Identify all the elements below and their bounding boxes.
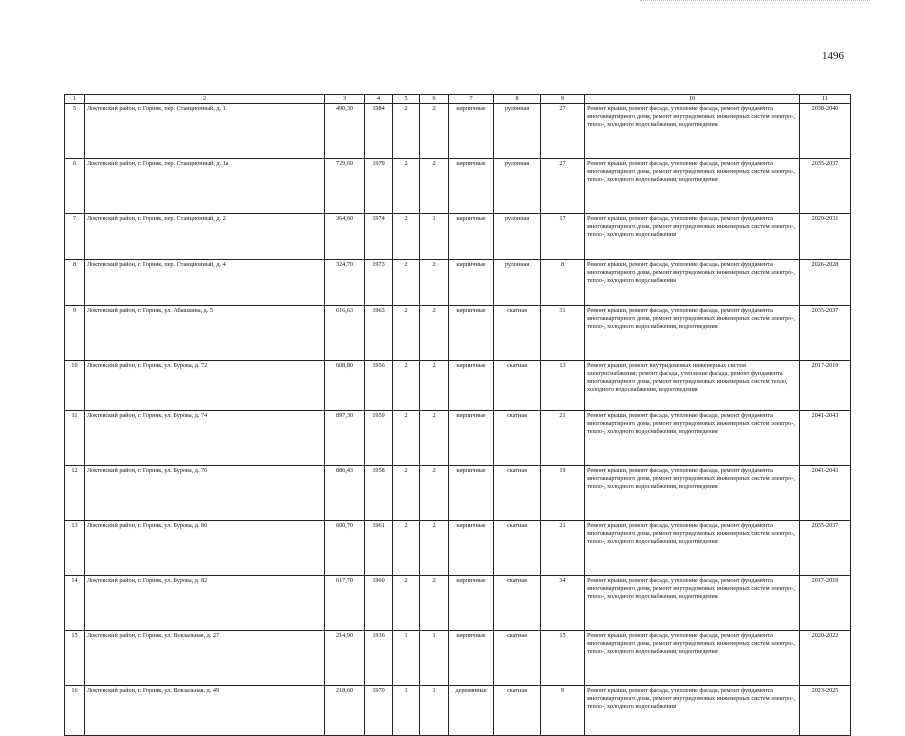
row-number-cell: 13 xyxy=(65,521,85,576)
area-cell: 600,70 xyxy=(325,521,365,576)
table-row xyxy=(65,631,851,686)
column-number-cell: 4 xyxy=(365,95,393,104)
address-cell: Локтевский район, г. Горняк, ул. Бурова, д. 76 xyxy=(85,466,325,521)
residents-cell: 34 xyxy=(541,576,585,631)
floors-cell: 2 xyxy=(393,104,420,159)
table-row xyxy=(65,686,851,736)
table-row xyxy=(65,306,851,361)
year-built-cell: 1963 xyxy=(365,306,393,361)
entrances-cell: 1 xyxy=(420,686,449,736)
area-cell: 886,43 xyxy=(325,466,365,521)
wall-material-cell: кирпичные xyxy=(449,260,494,306)
floors-cell: 2 xyxy=(393,576,420,631)
area-cell: 490,30 xyxy=(325,104,365,159)
year-built-cell: 1956 xyxy=(365,361,393,411)
area-cell: 214,90 xyxy=(325,631,365,686)
table-row xyxy=(65,214,851,260)
row-number-cell: 6 xyxy=(65,159,85,214)
column-number-cell: 5 xyxy=(393,95,420,104)
floors-cell: 2 xyxy=(393,361,420,411)
year-built-cell: 1979 xyxy=(365,159,393,214)
repair-period-cell: 2035-2037 xyxy=(800,159,851,214)
year-built-cell: 1973 xyxy=(365,260,393,306)
repair-period-cell: 2029-2031 xyxy=(800,214,851,260)
column-number-cell: 2 xyxy=(85,95,325,104)
wall-material-cell: кирпичные xyxy=(449,159,494,214)
year-built-cell: 1974 xyxy=(365,214,393,260)
roof-type-cell: скатная xyxy=(494,576,541,631)
column-number-cell: 1 xyxy=(65,95,85,104)
address-cell: Локтевский район, г. Горняк, пер. Станционный, д. 4 xyxy=(85,260,325,306)
wall-material-cell: кирпичные xyxy=(449,466,494,521)
year-built-cell: 1936 xyxy=(365,631,393,686)
table-row xyxy=(65,159,851,214)
residents-cell: 13 xyxy=(541,361,585,411)
repair-works-cell: Ремонт крыши, ремонт фасада, утепление фасада, ремонт фундамента многоквартирного дома, ремонт внутридомовых инженерных систем электро-, тепло-, холодного водоснабжения xyxy=(585,260,800,306)
entrances-cell: 2 xyxy=(420,361,449,411)
floors-cell: 2 xyxy=(393,411,420,466)
year-built-cell: 1959 xyxy=(365,411,393,466)
roof-type-cell: скатная xyxy=(494,686,541,736)
row-number-cell: 12 xyxy=(65,466,85,521)
row-number-cell: 11 xyxy=(65,411,85,466)
area-cell: 729,60 xyxy=(325,159,365,214)
repair-period-cell: 2026-2028 xyxy=(800,260,851,306)
repair-works-cell: Ремонт крыши, ремонт фасада, утепление фасада, ремонт фундамента многоквартирного дома, ремонт внутридомовых инженерных систем электро-, тепло-, холодного водоснабжения, водоотведения xyxy=(585,576,800,631)
address-cell: Локтевский район, г. Горняк, ул. Бурова, д. 80 xyxy=(85,521,325,576)
address-cell: Локтевский район, г. Горняк, пер. Станционный, д. 1а xyxy=(85,159,325,214)
repair-works-cell: Ремонт крыши, ремонт внутридомовых инженерных систем электроснабжения; ремонт фасада, утепление фасада, ремонт фундамента многоквартирного дома, ремонт внутридомовых инженерных систем тепло, холодного водоснабжения, водоотведения xyxy=(585,361,800,411)
roof-type-cell: скатная xyxy=(494,411,541,466)
repair-period-cell: 2017-2019 xyxy=(800,361,851,411)
address-cell: Локтевский район, г. Горняк, ул. Абашкина, д. 5 xyxy=(85,306,325,361)
row-number-cell: 16 xyxy=(65,686,85,736)
residents-cell: 17 xyxy=(541,214,585,260)
table-row xyxy=(65,576,851,631)
residents-cell: 9 xyxy=(541,686,585,736)
entrances-cell: 2 xyxy=(420,260,449,306)
table-body xyxy=(65,95,851,736)
address-cell: Локтевский район, г. Горняк, ул. Бурова, д. 74 xyxy=(85,411,325,466)
repair-period-cell: 2023-2025 xyxy=(800,686,851,736)
repair-works-cell: Ремонт крыши, ремонт фасада, утепление фасада, ремонт фундамента многоквартирного дома, ремонт внутридомовых инженерных систем электро-, тепло-, холодного водоснабжения, водоотведения xyxy=(585,306,800,361)
residents-cell: 19 xyxy=(541,466,585,521)
floors-cell: 2 xyxy=(393,159,420,214)
floors-cell: 2 xyxy=(393,521,420,576)
wall-material-cell: кирпичные xyxy=(449,576,494,631)
floors-cell: 2 xyxy=(393,466,420,521)
row-number-cell: 8 xyxy=(65,260,85,306)
address-cell: Локтевский район, г. Горняк, ул. Бурова, д. 82 xyxy=(85,576,325,631)
repair-period-cell: 2041-2043 xyxy=(800,466,851,521)
wall-material-cell: кирпичные xyxy=(449,214,494,260)
roof-type-cell: рулонная xyxy=(494,104,541,159)
row-number-cell: 14 xyxy=(65,576,85,631)
table-row xyxy=(65,521,851,576)
entrances-cell: 2 xyxy=(420,159,449,214)
area-cell: 617,70 xyxy=(325,576,365,631)
column-number-cell: 11 xyxy=(800,95,851,104)
wall-material-cell: кирпичные xyxy=(449,306,494,361)
year-built-cell: 1961 xyxy=(365,521,393,576)
repair-period-cell: 2038-2040 xyxy=(800,104,851,159)
entrances-cell: 2 xyxy=(420,306,449,361)
entrances-cell: 2 xyxy=(420,576,449,631)
repair-period-cell: 2035-2037 xyxy=(800,306,851,361)
entrances-cell: 2 xyxy=(420,104,449,159)
roof-type-cell: скатная xyxy=(494,466,541,521)
roof-type-cell: рулонная xyxy=(494,260,541,306)
address-cell: Локтевский район, г. Горняк, ул. Вокзальная, д. 49 xyxy=(85,686,325,736)
year-built-cell: 1960 xyxy=(365,576,393,631)
repair-works-cell: Ремонт крыши, ремонт фасада, утепление фасада, ремонт фундамента многоквартирного дома, ремонт внутридомовых инженерных систем электро-, тепло-, холодного водоснабжения xyxy=(585,686,800,736)
roof-type-cell: рулонная xyxy=(494,159,541,214)
repair-works-cell: Ремонт крыши, ремонт фасада, утепление фасада, ремонт фундамента многоквартирного дома, ремонт внутридомовых инженерных систем электро-, тепло-, холодного водоснабжения, водоотведения xyxy=(585,521,800,576)
entrances-cell: 2 xyxy=(420,521,449,576)
column-number-cell: 10 xyxy=(585,95,800,104)
area-cell: 897,30 xyxy=(325,411,365,466)
residents-cell: 21 xyxy=(541,521,585,576)
row-number-cell: 9 xyxy=(65,306,85,361)
address-cell: Локтевский район, г. Горняк, пер. Станционный, д. 2 xyxy=(85,214,325,260)
table-row xyxy=(65,361,851,411)
scan-artifact-line xyxy=(640,0,870,4)
repair-works-cell: Ремонт крыши, ремонт фасада, утепление фасада, ремонт фундамента многоквартирного дома, ремонт внутридомовых инженерных систем электро-, тепло-, холодного водоснабжения xyxy=(585,214,800,260)
wall-material-cell: кирпичные xyxy=(449,361,494,411)
column-number-cell: 8 xyxy=(494,95,541,104)
repair-works-cell: Ремонт крыши, ремонт фасада, утепление фасада, ремонт фундамента многоквартирного дома, ремонт внутридомовых инженерных систем электро-, тепло-, холодного водоснабжения, водоотведения xyxy=(585,104,800,159)
row-number-cell: 15 xyxy=(65,631,85,686)
area-cell: 616,63 xyxy=(325,306,365,361)
wall-material-cell: кирпичные xyxy=(449,521,494,576)
repair-works-cell: Ремонт крыши, ремонт фасада, утепление фасада, ремонт фундамента многоквартирного дома, ремонт внутридомовых инженерных систем электро-, тепло-, холодного водоснабжения, водоотведения xyxy=(585,466,800,521)
repair-period-cell: 2020-2022 xyxy=(800,631,851,686)
year-built-cell: 1958 xyxy=(365,466,393,521)
floors-cell: 1 xyxy=(393,631,420,686)
repair-period-cell: 2035-2037 xyxy=(800,521,851,576)
floors-cell: 2 xyxy=(393,306,420,361)
floors-cell: 2 xyxy=(393,214,420,260)
roof-type-cell: скатная xyxy=(494,631,541,686)
residents-cell: 27 xyxy=(541,159,585,214)
repair-works-cell: Ремонт крыши, ремонт фасада, утепление фасада, ремонт фундамента многоквартирного дома, ремонт внутридомовых инженерных систем электро-, тепло-, холодного водоснабжения, водоотведения xyxy=(585,631,800,686)
residents-cell: 15 xyxy=(541,631,585,686)
wall-material-cell: деревянные xyxy=(449,686,494,736)
page-number: 1496 xyxy=(822,50,844,62)
table-row xyxy=(65,104,851,159)
repair-works-cell: Ремонт крыши, ремонт фасада, утепление фасада, ремонт фундамента многоквартирного дома, ремонт внутридомовых инженерных систем электро-, тепло-, холодного водоснабжения, водоотведения xyxy=(585,411,800,466)
floors-cell: 1 xyxy=(393,686,420,736)
year-built-cell: 1984 xyxy=(365,104,393,159)
roof-type-cell: скатная xyxy=(494,521,541,576)
column-number-row xyxy=(65,95,851,104)
column-number-cell: 9 xyxy=(541,95,585,104)
entrances-cell: 2 xyxy=(420,466,449,521)
residents-cell: 8 xyxy=(541,260,585,306)
roof-type-cell: рулонная xyxy=(494,214,541,260)
residents-cell: 21 xyxy=(541,411,585,466)
area-cell: 324,70 xyxy=(325,260,365,306)
table-row xyxy=(65,466,851,521)
wall-material-cell: кирпичные xyxy=(449,104,494,159)
row-number-cell: 7 xyxy=(65,214,85,260)
column-number-cell: 3 xyxy=(325,95,365,104)
repair-period-cell: 2017-2019 xyxy=(800,576,851,631)
column-number-cell: 7 xyxy=(449,95,494,104)
column-number-cell: 6 xyxy=(420,95,449,104)
repair-period-cell: 2041-2043 xyxy=(800,411,851,466)
area-cell: 364,60 xyxy=(325,214,365,260)
repair-works-cell: Ремонт крыши, ремонт фасада, утепление фасада, ремонт фундамента многоквартирного дома, ремонт внутридомовых инженерных систем электро-, тепло-, холодного водоснабжения, водоотведения xyxy=(585,159,800,214)
row-number-cell: 5 xyxy=(65,104,85,159)
address-cell: Локтевский район, г. Горняк, ул. Вокзальная, д. 27 xyxy=(85,631,325,686)
entrances-cell: 1 xyxy=(420,631,449,686)
area-cell: 608,80 xyxy=(325,361,365,411)
row-number-cell: 10 xyxy=(65,361,85,411)
table-row xyxy=(65,260,851,306)
wall-material-cell: кирпичные xyxy=(449,631,494,686)
residents-cell: 31 xyxy=(541,306,585,361)
table-row xyxy=(65,411,851,466)
entrances-cell: 2 xyxy=(420,411,449,466)
address-cell: Локтевский район, г. Горняк, ул. Бурова, д. 72 xyxy=(85,361,325,411)
residents-cell: 27 xyxy=(541,104,585,159)
roof-type-cell: скатная xyxy=(494,361,541,411)
entrances-cell: 1 xyxy=(420,214,449,260)
address-cell: Локтевский район, г. Горняк, пер. Станционный, д. 1 xyxy=(85,104,325,159)
wall-material-cell: кирпичные xyxy=(449,411,494,466)
floors-cell: 2 xyxy=(393,260,420,306)
area-cell: 218,60 xyxy=(325,686,365,736)
roof-type-cell: скатная xyxy=(494,306,541,361)
year-built-cell: 1970 xyxy=(365,686,393,736)
